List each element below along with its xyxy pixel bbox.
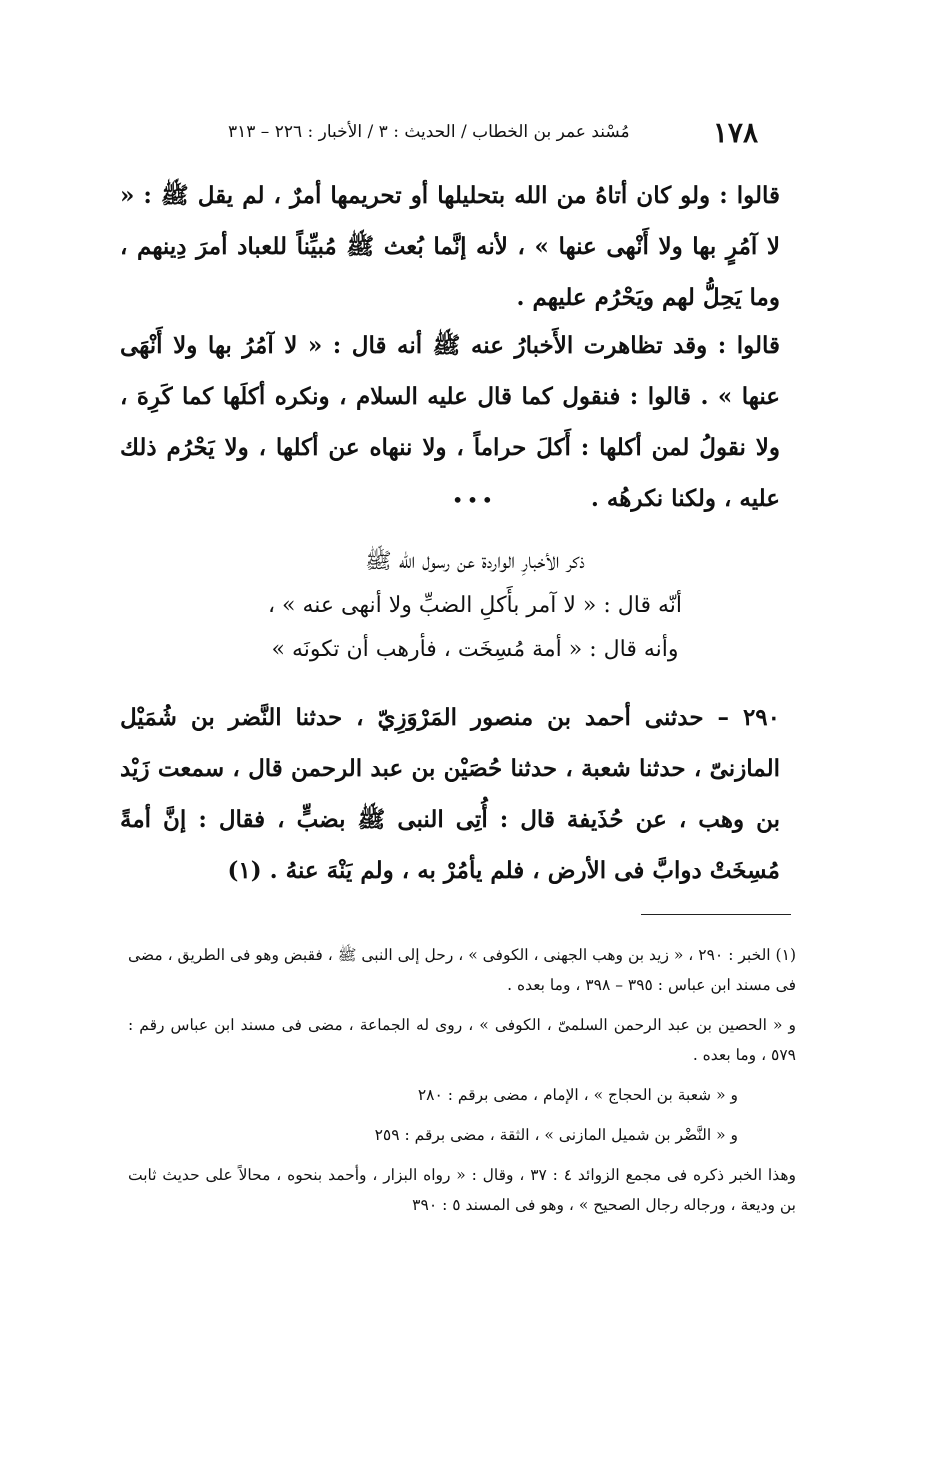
heading-line-2: أنّه قال : « لا آمر بأَكلِ الضبِّ ولا أنهى عنه » ، <box>267 593 683 618</box>
section-heading <box>200 540 750 672</box>
paragraph-text: قالوا : وقد تظاهرت الأَخبارُ عنه ﷺ أنه قال : « لا آمُرُ بها ولا أَنْهَى عنها » . قالوا : فنقول كما قال عليه السلام ، ونكره أكلَها كما كَرِهَ ، ولا نقولُ لمن أكلها : أَكلَ حراماً ، ولا ننهاه عن أكلها ، ولا يَحْرُم ذلك عليه ، ولكنا نكرهُه . <box>120 332 780 512</box>
heading-line-3: وأنه قال : « أمة مُسِخَت ، فأرهب أن تكونَه » <box>271 637 679 662</box>
footnote-4: و « النَّضْر بن شميل المازنى » ، الثقة ، مضى برقم : ٢٥٩ <box>374 1126 738 1144</box>
hadith-290 <box>120 692 780 896</box>
footnote-divider <box>641 914 791 915</box>
footnote-1: (١) الخبر : ٢٩٠ ، « زيد بن وهب الجهنى ، الكوفى » ، رحل إلى النبى ﷺ ، فقبض وهو فى الطريق ، مضى فى مسند ابن عباس : ٣٩٥ – ٣٩٨ ، وما بعده . <box>128 946 796 994</box>
body-paragraph-1 <box>120 170 780 323</box>
footnote-5: وهذا الخبر ذكره فى مجمع الزوائد ٤ : ٣٧ ، وقال : « رواه البزار ، وأحمد بنحوه ، محالاً على حديث ثابت بن وديعة ، ورجاله رجال الصحيح » ، وهو فى المسند ٥ : ٣٩٠ <box>128 1166 796 1214</box>
page-number: ١٧٨ <box>712 115 758 149</box>
footnote-2: و « الحصين بن عبد الرحمن السلمىّ ، الكوفى » ، روى له الجماعة ، مضى فى مسند ابن عباس رقم : ٥٧٩ ، وما بعده . <box>128 1016 796 1064</box>
footnote-3: و « شعبة بن الحجاج » ، الإمام ، مضى برقم : ٢٨٠ <box>417 1086 738 1104</box>
heading-line-1: ذكر الأخبارِ الواردة عن رسول الله ﷺ <box>365 549 585 574</box>
hadith-text: ٢٩٠ – حدثنى أحمد بن منصور المَرْوَزِيّ ، حدثنا النَّضر بن شُمَيْل المازنىّ ، حدثنا شعبة ، حدثنا حُصَيْن بن عبد الرحمن قال ، سمعت زَيْد بن وهب ، عن حُذَيفة قال : أُتِى النبى ﷺ بضبٍّ ، فقال : إنَّ أمةً مُسِخَتْ دوابَّ فى الأرض ، فلم يأمُرْ به ، ولم يَنْهَ عنهُ . (١) <box>120 704 780 884</box>
footnotes <box>128 940 796 1230</box>
section-separator: ••• <box>451 488 497 512</box>
paragraph-text: قالوا : ولو كان أتاهُ من الله بتحليلها أو تحريمها أمرٌ ، لم يقل ﷺ : « لا آمُرٍ بها ولا أَنْهى عنها » ، لأنه إنَّما بُعث ﷺ مُبيِّناً للعباد أمرَ دِينهم ، وما يَحِلُّ لهم ويَحْرُم عليهم . <box>120 182 780 311</box>
running-title: مُسْند عمر بن الخطاب / الحديث : ٣ / الأخبار : ٢٢٦ – ٣١٣ <box>228 122 630 142</box>
page-header <box>228 112 758 152</box>
